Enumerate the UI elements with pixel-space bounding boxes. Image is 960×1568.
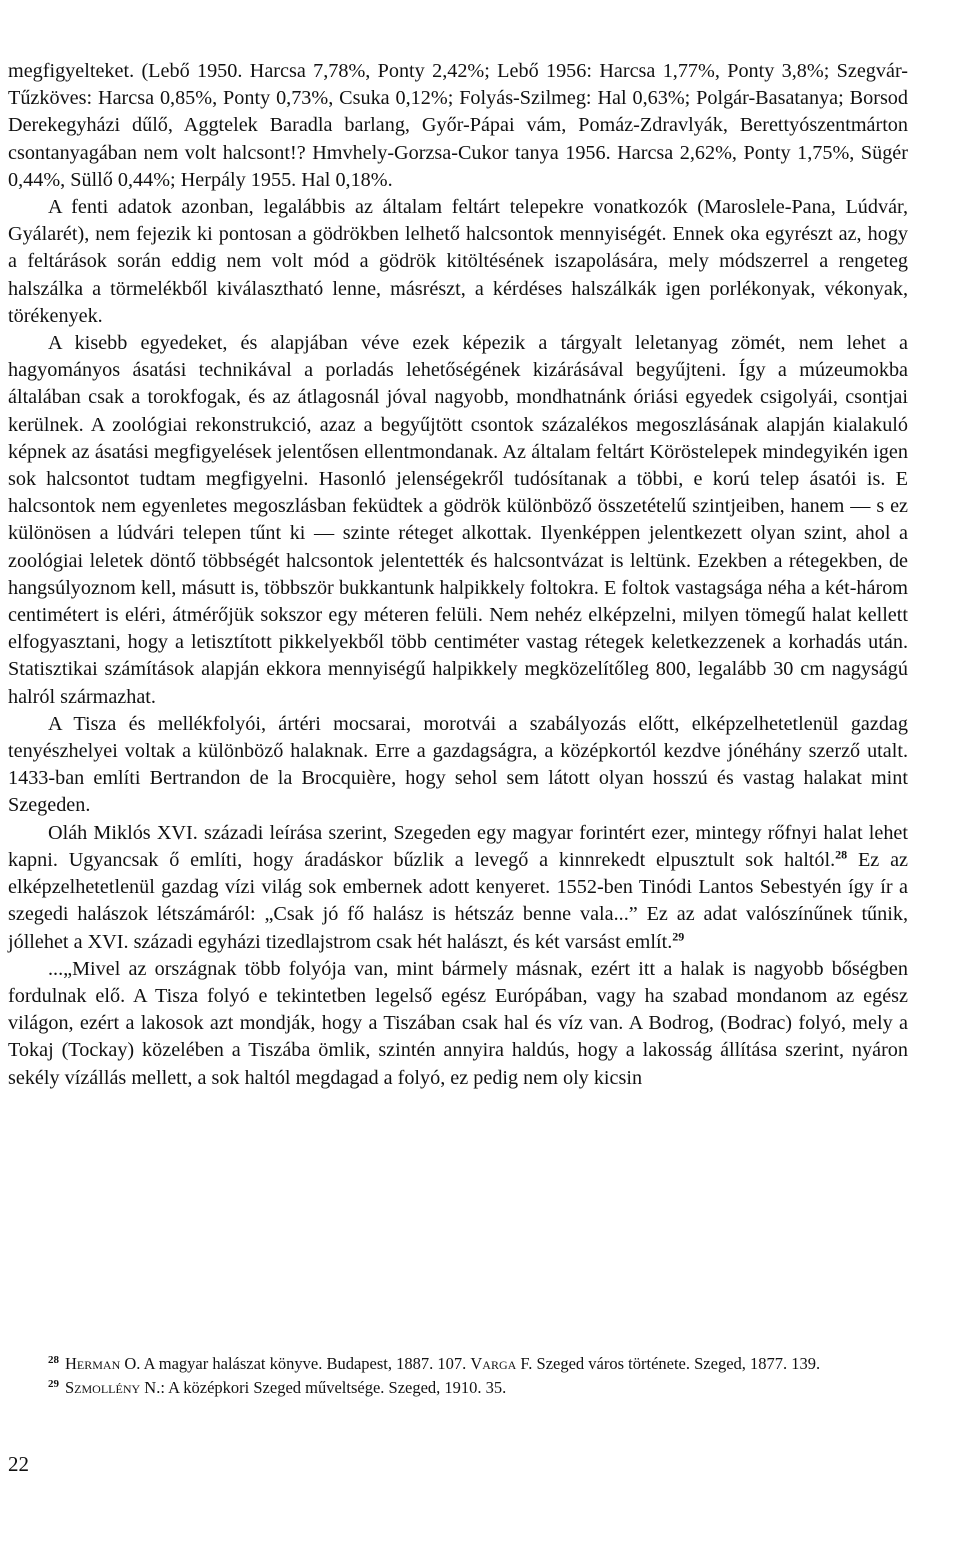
footnote-text: : A középkori Szeged műveltsége. Szeged, 1910. 35. bbox=[160, 1378, 507, 1397]
page-number: 22 bbox=[8, 1452, 29, 1476]
footnote-author: Herman O. bbox=[65, 1354, 141, 1373]
paragraph-4: A Tisza és mellékfolyói, ártéri mocsarai, morotvái a szabályozás előtt, elképzelhetetlenül gazdag tenyészhelyei voltak a különböző halaknak. Erre a gazdagságra, a középkortól kezdve jónéhány szerző utalt. 1433-ban említi Bertrandon de la Brocquière, hogy sehol sem látott olyan hosszú és vastag halakat mint Szegeden. bbox=[8, 712, 908, 817]
footnote-author: Varga F. bbox=[470, 1354, 533, 1373]
paragraph-3: A kisebb egyedeket, és alapjában véve ezek képezik a tárgyalt leletanyag zömét, nem lehet a hagyományos ásatási technikával a porladás lehetőségének kizárásával begyűjteni. Így a múzeumokba általában csak a torokfogak, és az átlagosnál jóval nagyobb, mondhatnánk óriási egyedek csigolyái, csontjai kerülnek. A zoológiai rekonstrukció, azaz a begyűjtött csontok százalékos megoszlásának alapján kialakuló képnek az ásatási megfigyelések jelentősen ellentmondanak. Az általam feltárt Köröstelepek mindegyikén igen sok halcsontot tudtam megfigyelni. Hasonló jelenségekről tudósítanak a többi, e korú telep ásatói is. E halcsontok nem egyenletes megoszlásban feküdtek a gödrök különböző összetételű szintjeiben, hanem — s ez különösen a lúdvári telepen tűnt ki — szinte réteget alkottak. Ilyenképpen jelentkezett olyan szint, ahol a zoológiai leletek döntő többségét halcsontok jelentették és halcsontvázat is leltünk. Ezekben a rétegekben, de hangsúlyoznom kell, másutt is, többször bukkantunk halpikkely foltokra. E foltok vastagsága néha a két-három centimétert is eléri, átmérőjük sokszor egy méteren felüli. Nem nehéz elképzelni, milyen tömegű halat kellett elfogyasztani, hogy a letisztított pikkelyekből több centiméter vastag rétegek keletkezzenek a korhadás után. Statisztikai számítások alapján ekkora mennyiségű halpikkely megközelítőleg 800, legalább 30 cm nagyságú halról származhat. bbox=[8, 332, 908, 708]
footnote-author: Szmollény N. bbox=[65, 1378, 161, 1397]
footnote-number: 29 bbox=[48, 1377, 59, 1390]
footnote-number: 28 bbox=[48, 1353, 59, 1366]
paragraph-6: ...„Mivel az országnak több folyója van, mint bármely másnak, ezért itt a halak is nagyobb bőségben fordulnak elő. A Tisza folyó e tekintetben legelső egész Európában, vagy ha szabad mondanom az egész világon, ezért a lakosok azt mondják, hogy a Tiszában csak hal és víz van. A Bodrog, (Bodrac) folyó, mely a Tokaj (Tockay) közelében a Tiszába ömlik, szintén annyira haldús, hogy a lakosság állítása szerint, nyáron sekély vízállás mellett, a sok haltól megdagad a folyó, ez pedig nem oly kicsin bbox=[8, 957, 908, 1089]
paragraph-2: A fenti adatok azonban, legalábbis az általam feltárt telepekre vonatkozók (Maroslele-Pana, Lúdvár, Gyálarét), nem fejezik ki pontosan a gödrökben lelhető halcsontok mennyiségét. Ennek oka egyrészt az, hogy a feltárások során eddig nem volt mód a gödrök kitöltésének iszapolására, mely módszerrel a rengeteg halszálka a törmelékből kiválasztható lenne, másrészt, a kérdéses halszálkák igen porlékonyak, vékonyak, törékenyek. bbox=[8, 196, 908, 327]
footnote-28 bbox=[8, 1352, 908, 1376]
footnote-ref-29[interactable]: 29 bbox=[672, 928, 685, 943]
footnote-29 bbox=[8, 1376, 908, 1400]
paragraph-5-part-1: Oláh Miklós XVI. századi leírása szerint, Szegeden egy magyar forintért ezer, mintegy rőfnyi halat lehet kapni. Ugyancsak ő említi, hogy áradáskor bűzlik a levegő a kinnrekedt elpusztult sok haltól. bbox=[8, 821, 908, 871]
paragraph-1: megfigyelteket. (Lebő 1950. Harcsa 7,78%, Ponty 2,42%; Lebő 1956: Harcsa 1,77%, Ponty 3,8%; Szegvár-Tűzköves: Harcsa 0,85%, Ponty 0,73%, Csuka 0,12%; Folyás-Szilmeg: Hal 0,63%; Polgár-Basatanya; Borsod Derekegyházi dűlő, Aggtelek Baradla barlang, Győr-Pápai vám, Pomáz-Zdravlyák, Berettyószentmárton csontanyagában nem volt halcsont!? Hmvhely-Gorzsa-Cukor tanya 1956. Harcsa 2,62%, Ponty 1,75%, Sügér 0,44%, Süllő 0,44%; Herpály 1955. Hal 0,18%. bbox=[8, 60, 908, 191]
paragraph-5-part-2: Ez az elképzelhetetlenül gazdag vízi világ sok embernek adott kenyeret. 1552-ben Tinódi Lantos Sebestyén így ír a szegedi halászok létszámáról: „Csak jó fő halász is hétszáz benne vala...” Ez az adat valószínűnek tűnik, jóllehet a XVI. századi egyházi tizedlajstrom csak hét halászt, és két varsást említ. bbox=[8, 848, 908, 953]
footnote-ref-28[interactable]: 28 bbox=[835, 847, 848, 862]
paragraph-5 bbox=[8, 820, 908, 956]
main-text bbox=[8, 58, 908, 1092]
footnote-text: A magyar halászat könyve. Budapest, 1887. 107. bbox=[140, 1354, 471, 1373]
footnote-text: Szeged város története. Szeged, 1877. 139. bbox=[532, 1354, 821, 1373]
footnotes bbox=[8, 1352, 908, 1400]
